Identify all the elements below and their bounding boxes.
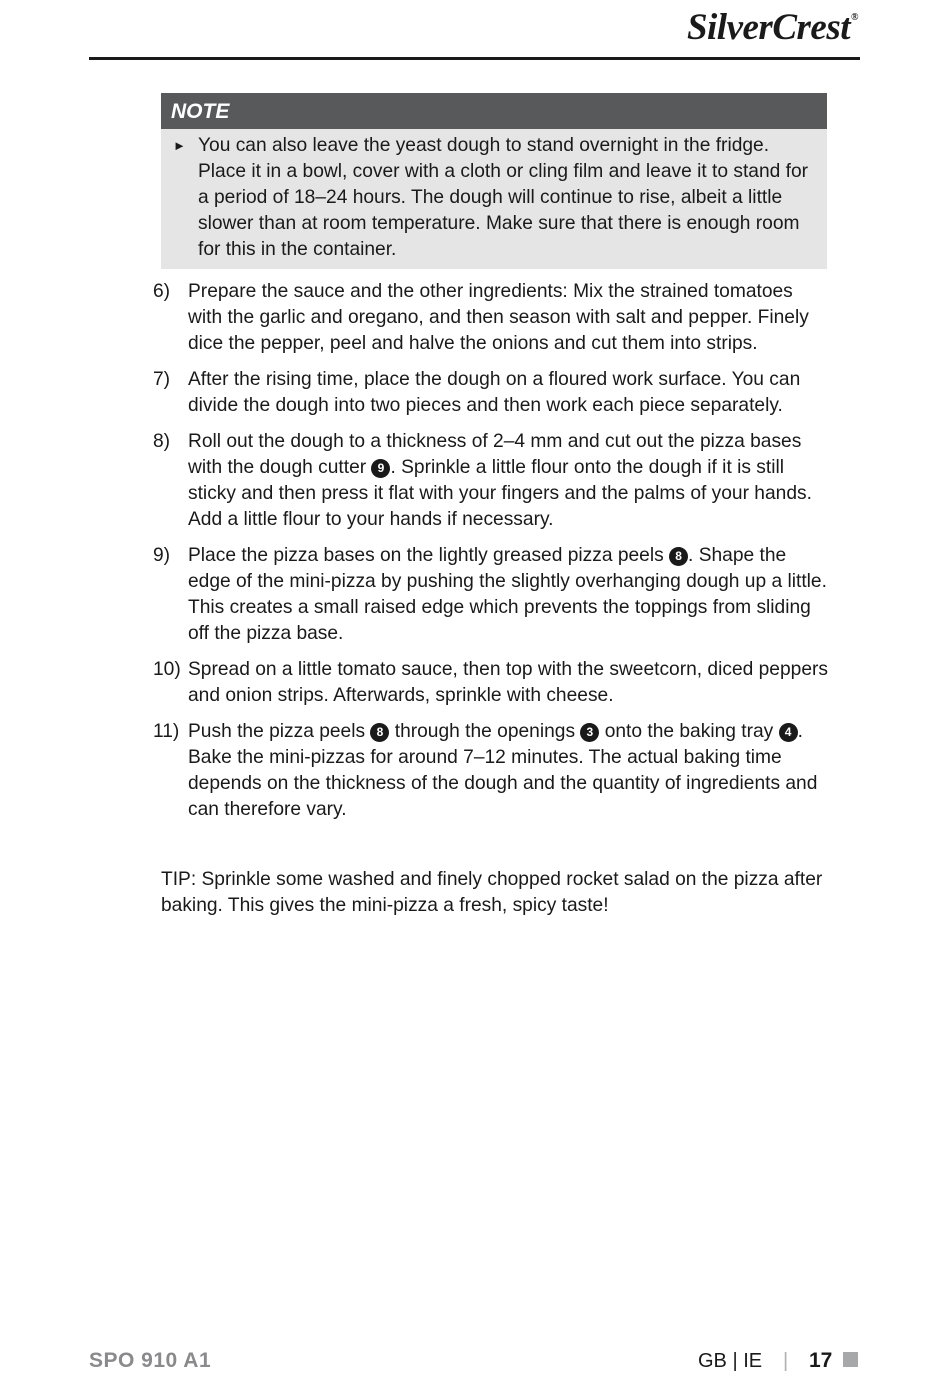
- step-number: 8): [153, 431, 171, 452]
- step-number: 6): [153, 281, 171, 302]
- step-number: 7): [153, 369, 171, 390]
- brand-name: SilverCrest: [686, 7, 851, 48]
- step-item: [153, 367, 829, 419]
- step-item: [153, 543, 829, 647]
- step-text: onto the baking tray: [599, 721, 779, 742]
- page-number: 17: [809, 1349, 833, 1372]
- part-reference-icon: 8: [669, 547, 688, 566]
- step-text: Roll out the dough to a thickness of 2–4 mm and cut out the pizza bases with the dough cutter: [188, 431, 802, 478]
- step-item: [153, 657, 829, 709]
- step-text: Spread on a little tomato sauce, then top with the sweetcorn, diced peppers and onion strips. Afterwards, sprinkle with cheese.: [188, 659, 828, 706]
- instruction-steps: [153, 279, 829, 833]
- arrow-bullet-icon: ►: [173, 138, 186, 153]
- model-number: SPO 910 A1: [89, 1349, 212, 1372]
- note-heading: NOTE: [161, 93, 827, 129]
- note-text: You can also leave the yeast dough to stand overnight in the fridge. Place it in a bowl, cover with a cloth or cling film and leave it to stand for a period of 18–24 hours. The dough will continue to rise, albeit a little slower than at room temperature. Make sure that there is enough room for this in the container.: [198, 135, 809, 260]
- footer-separator: |: [783, 1350, 789, 1372]
- registered-mark: ®: [851, 12, 858, 23]
- brand-logo: [687, 6, 858, 49]
- step-number: 10): [153, 659, 181, 680]
- step-text: . Shape the edge of the mini-pizza by pushing the slightly overhanging dough up a little. This creates a small raised edge which prevents the toppings from sliding off the pizza base.: [188, 545, 827, 644]
- note-body: [161, 129, 827, 263]
- language-codes: GB | IE: [698, 1350, 763, 1372]
- step-text: Place the pizza bases on the lightly greased pizza peels: [188, 545, 670, 566]
- tip-text: TIP: Sprinkle some washed and finely chopped rocket salad on the pizza after baking. This gives the mini-pizza a fresh, spicy taste!: [161, 869, 823, 916]
- page-marker-square: [843, 1352, 858, 1367]
- part-reference-icon: 4: [779, 723, 798, 742]
- step-number: 11): [153, 721, 180, 742]
- step-item: [153, 719, 829, 823]
- part-reference-icon: 9: [371, 459, 390, 478]
- step-text: After the rising time, place the dough on a floured work surface. You can divide the dough into two pieces and then work each piece separately.: [188, 369, 801, 416]
- step-number: 9): [153, 545, 171, 566]
- step-item: [153, 429, 829, 533]
- step-item: [153, 279, 829, 357]
- note-box: [161, 93, 827, 269]
- step-text: . Bake the mini-pizzas for around 7–12 minutes. The actual baking time depends on the thickness of the dough and the quantity of ingredients and can therefore vary.: [188, 721, 818, 820]
- step-text: through the openings: [389, 721, 581, 742]
- step-text: . Sprinkle a little flour onto the dough if it is still sticky and then press it flat with your fingers and the palms of your hands. Add a little flour to your hands if necessary.: [188, 457, 812, 530]
- header-rule: [89, 57, 860, 60]
- part-reference-icon: 3: [580, 723, 599, 742]
- part-reference-icon: 8: [370, 723, 389, 742]
- step-text: Prepare the sauce and the other ingredients: Mix the strained tomatoes with the garlic and oregano, and then season with salt and pepper. Finely dice the pepper, peel and halve the onions and cut them into strips.: [188, 281, 809, 354]
- step-text: Push the pizza peels: [188, 721, 371, 742]
